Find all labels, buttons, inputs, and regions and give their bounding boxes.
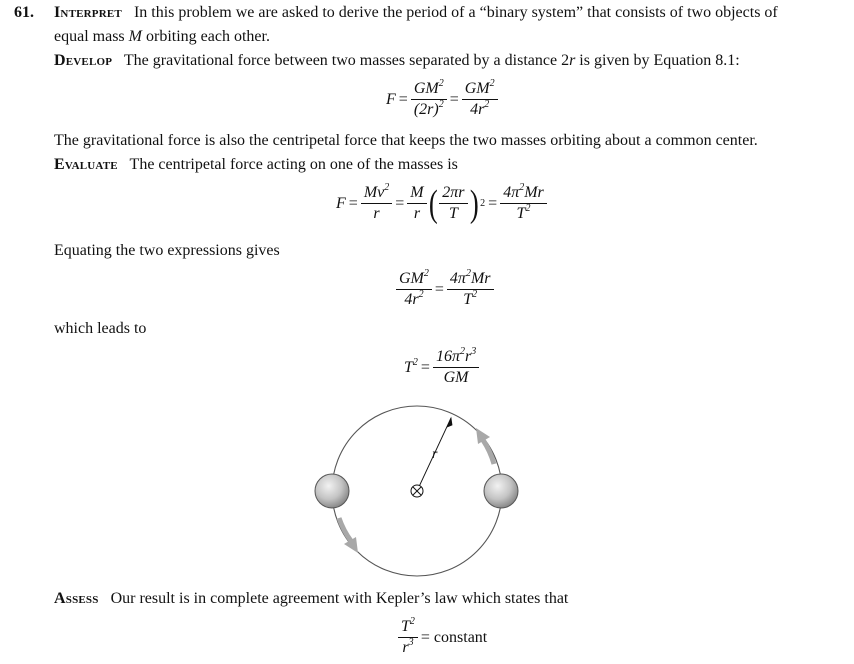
interpret-line-2: equal mass M orbiting each other. — [54, 28, 270, 45]
motion-arrow-left-icon — [339, 518, 358, 553]
leads-text: which leads to — [54, 320, 147, 337]
interpret-line-1 — [54, 4, 778, 22]
gravity-centripetal-text: The gravitational force is also the centripetal force that keeps the two masses orbiting about a common center. — [54, 132, 758, 149]
evaluate-heading: Evaluate — [54, 156, 118, 173]
radius-label: r — [432, 447, 438, 462]
equation-centripetal-force: F = $\frac{Mv^2}{r}$ = $\frac{M}{r}$ ( $\frac{2\pi r}{T}$ ) 2 = $\frac{4\pi^2Mr}{T^2}$ — [336, 184, 547, 223]
radius-arrowhead — [447, 418, 452, 427]
mass-left — [315, 474, 349, 508]
into-page-circled-x-icon — [411, 485, 423, 497]
problem-number: 61. — [14, 4, 34, 21]
equation-gravitational-force: F = $\frac{GM^2}{(2r)^2}$ = $\frac{GM^2}{4r^2}$ — [386, 80, 498, 119]
mass-right — [484, 474, 518, 508]
motion-arrow-right-icon — [476, 428, 494, 464]
assess-line: Assess Our result is in complete agreement with Kepler’s law which states that — [54, 590, 569, 607]
equation-equate: $\frac{GM^2}{4r^2}$ = $\frac{4\pi^2Mr}{T^2}$ — [396, 270, 494, 309]
interpret-text: In this problem we are asked to derive the period of a “binary system” that consists of two objects of — [133, 4, 778, 21]
interpret-heading: Interpret — [54, 4, 122, 21]
binary-orbit-diagram — [300, 396, 540, 586]
equation-period-result: $T^2$ = $\frac{16\pi^2r^3}{GM}$ — [404, 348, 479, 387]
equating-text: Equating the two expressions gives — [54, 242, 280, 259]
assess-heading: Assess — [54, 590, 99, 607]
develop-line: Develop The gravitational force between two masses separated by a distance 2r is given by Equation 8.1: — [54, 52, 740, 69]
evaluate-line: Evaluate The centripetal force acting on one of the masses is — [54, 156, 458, 173]
develop-heading: Develop — [54, 52, 113, 69]
equation-kepler-law: $\frac{T^2}{r^3}$ = constant — [398, 618, 487, 657]
